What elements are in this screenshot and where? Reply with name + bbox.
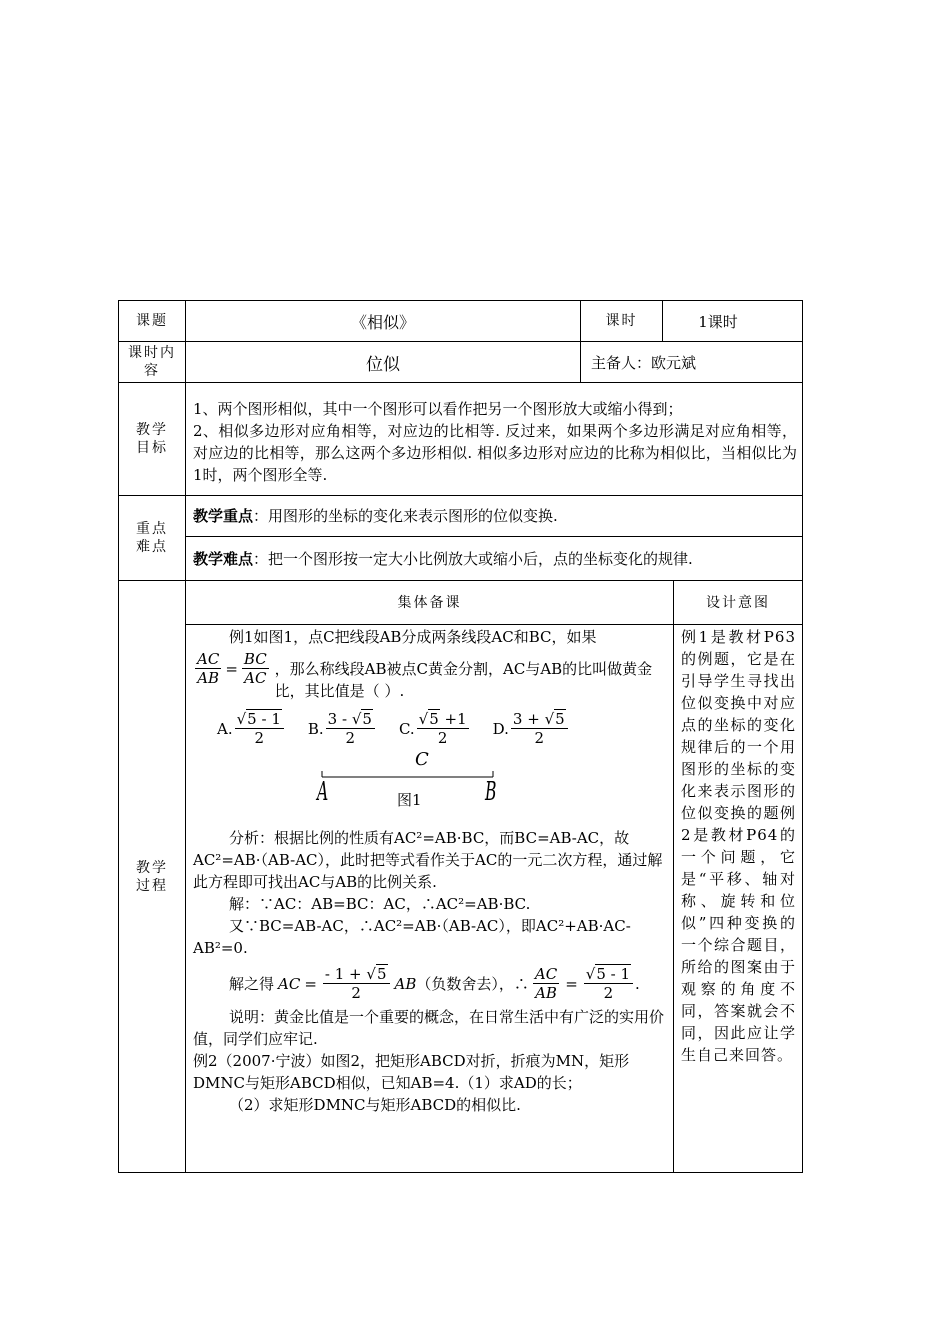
difficulty-text: ：把一个图形按一定大小比例放大或缩小后，点的坐标变化的规律. — [253, 549, 693, 568]
content-value: 位似 — [366, 354, 400, 375]
golden-ratio-value: $\frac{√5 - 1}{2}$ — [584, 965, 633, 1002]
point-c-label: C — [415, 749, 429, 770]
design-intent-text: 例1是教材P63的例题，它是在引导学生寻找出位似变换中对应点的坐标的变化规律后的一个用图形的坐标的变化来表示图形的位似变换的题例2是教材P64的一个问题，它是“平移、轴对称、旋转和位似”四种变换的一个综合题目，所给的图案由于观察的角度不同，答案就会不同，因此应让学生自己来回答。 — [681, 628, 796, 1064]
option-c[interactable]: C. $\frac{√5 +1}{2}$ — [398, 710, 467, 747]
lesson-plan-table — [118, 300, 803, 1173]
process-content — [193, 626, 667, 1116]
note-paragraph: 说明：黄金比值是一个重要的概念，在日常生活中有广泛的实用价值，同学们应牢记. — [193, 1008, 665, 1048]
goal-line-1: 1、两个图形相似，其中一个图形可以看作把另一个图形放大或缩小得到； — [193, 400, 683, 418]
goals-label: 教学目标 — [136, 422, 168, 456]
solution-step-2: 又∵BC=AB-AC，∴AC²=AB·（AB-AC），即AC²+AB·AC-AB²=0. — [193, 917, 631, 957]
focus-text: ：用图形的坐标的变化来表示图形的位似变换. — [253, 507, 558, 525]
example1-intro: 例1如图1，点C把线段AB分成两条线段AC和BC，如果 — [229, 628, 597, 646]
answer-options — [217, 710, 667, 747]
point-a-label: A — [317, 777, 329, 807]
golden-ratio-fraction: $\frac{AC}{AB}$ — [534, 965, 558, 1002]
figure-1 — [193, 751, 667, 823]
difficulty-row — [193, 537, 797, 580]
hours-value: 1课时 — [698, 312, 738, 331]
hours-label: 课时 — [605, 313, 638, 329]
topic-value: 《相似》 — [350, 312, 415, 332]
equals-sign: = — [225, 660, 238, 678]
process-label: 教学过程 — [136, 859, 168, 894]
example2-part2: （2）求矩形DMNC与矩形ABCD的相似比. — [229, 1096, 521, 1114]
row-divider — [185, 624, 802, 625]
goals-text — [193, 398, 797, 486]
intent-header: 设计意图 — [706, 594, 770, 611]
content-label: 课时内容 — [128, 345, 176, 379]
difficulty-title: 教学难点 — [193, 549, 254, 568]
fraction-ac-ab: $\frac{AC}{AB}$ — [197, 650, 220, 687]
focus-title: 教学重点 — [193, 507, 254, 525]
option-d[interactable]: D. $\frac{3 + √5}{2}$ — [493, 710, 570, 747]
analysis-paragraph: 分析：根据比例的性质有AC²=AB·BC，而BC=AB-AC，故AC²=AB·（AB-AC），此时把等式看作关于AC的一元二次方程，通过解此方程即可找出AC与AB的比例关系. — [193, 829, 663, 891]
col-divider — [185, 301, 186, 1172]
fraction-bc-ac: $\frac{BC}{AC}$ — [243, 650, 267, 687]
option-b[interactable]: B. $\frac{3 - √5}{2}$ — [308, 710, 377, 747]
solution-step-1: 解：∵AC：AB=BC：AC，∴AC²=AB·BC. — [229, 895, 531, 913]
collective-header: 集体备课 — [397, 594, 462, 611]
solution-step-3: 解之得 AC = $\frac{- 1 + √5}{2}$ AB （负数舍去），∴ $\frac{AC}{AB}$ = $\frac{√5 - 1}{2}$ . — [229, 965, 640, 1002]
topic-label: 课题 — [136, 313, 168, 329]
row-divider — [119, 382, 802, 383]
example2-part1: 例2（2007·宁波）如图2，把矩形ABCD对折，折痕为MN，矩形DMNC与矩形ABCD相似，已知AB=4.（1）求AD的长； — [193, 1052, 630, 1092]
keypoints-label: 重点难点 — [136, 521, 168, 555]
point-b-label: B — [485, 777, 497, 807]
preparer: 主备人：欧元斌 — [591, 353, 697, 372]
col-divider — [673, 580, 674, 1172]
example1-definition: ，那么称线段AB被点C黄金分割，AC与AB的比叫做黄金比，其比值是（ ）. — [274, 660, 653, 700]
focus-row — [193, 496, 797, 536]
option-a[interactable]: A. $\frac{√5 - 1}{2}$ — [217, 710, 286, 747]
figure-1-caption: 图1 — [397, 791, 422, 809]
goal-line-2: 2、相似多边形对应角相等，对应边的比相等. 反过来，如果两个多边形满足对应角相等，对应边的比相等，那么这两个多边形相似. 相似多边形对应边的比称为相似比，当相似比为1时，两个图形全等. — [193, 422, 797, 484]
golden-definition — [193, 650, 667, 702]
solution-fraction: $\frac{- 1 + √5}{2}$ — [323, 965, 390, 1002]
